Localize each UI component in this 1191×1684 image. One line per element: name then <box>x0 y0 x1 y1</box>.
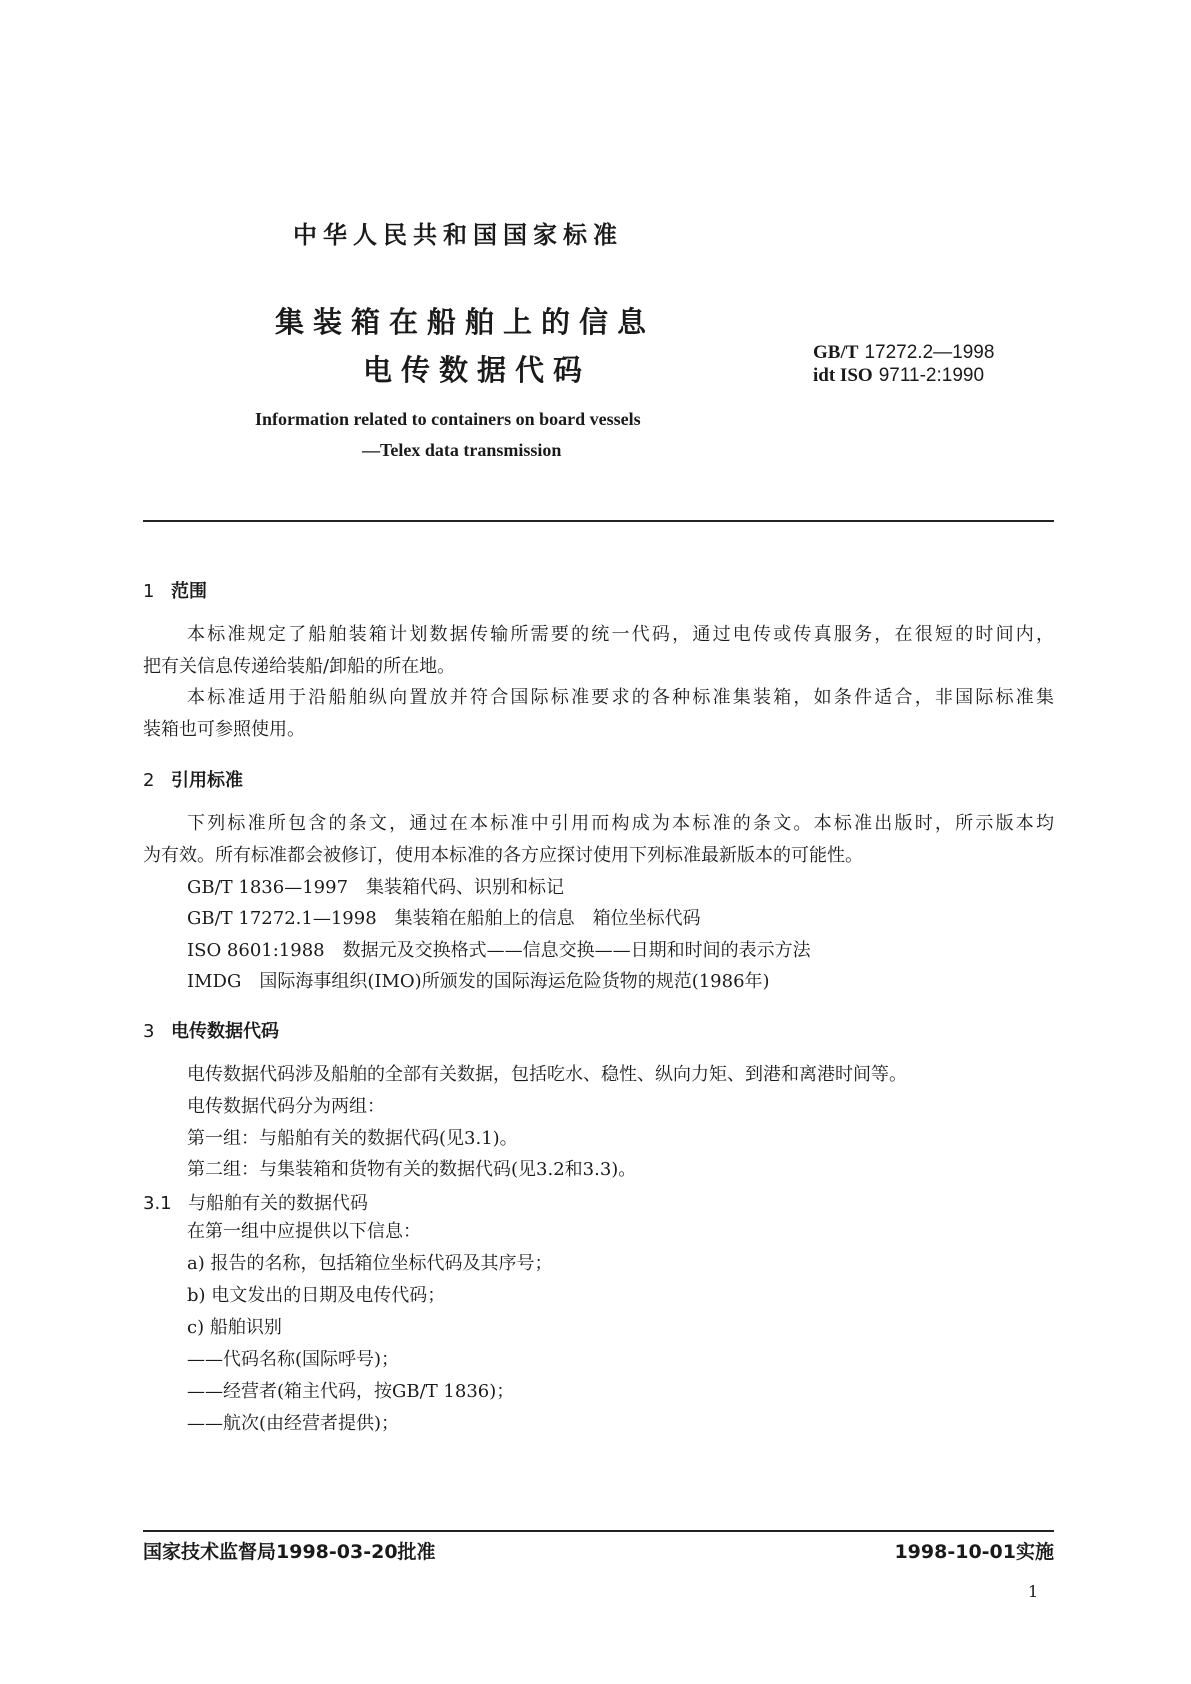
english-title-line1: Information related to containers on board vessels <box>255 409 641 429</box>
section-2-heading <box>143 766 243 792</box>
standard-number-iso: 9711-2:1990 <box>878 365 985 386</box>
page-number: 1 <box>1028 1582 1039 1601</box>
subsection-3-1-line: a) 报告的名称，包括箱位坐标代码及其序号； <box>187 1253 553 1274</box>
section-3-heading <box>143 1017 279 1043</box>
subsection-3-1-title: 与船舶有关的数据代码 <box>188 1193 368 1214</box>
reference-title: 国际海事组织(IMO)所颁发的国际海运危险货物的规范(1986年) <box>259 971 770 992</box>
english-title-line2: —Telex data transmission <box>362 440 562 460</box>
standard-number-block <box>813 341 994 387</box>
section-3-number: 3 <box>143 1021 155 1042</box>
reference-code: IMDG <box>187 971 242 992</box>
section-2-title: 引用标准 <box>171 770 243 791</box>
title-chinese-line1: 集装箱在船舶上的信息 <box>275 305 656 339</box>
header-divider <box>143 520 1054 522</box>
section-1-p2-line1: 本标准适用于沿船舶纵向置放并符合国际标准要求的各种标准集装箱，如条件适合，非国际标准集 <box>187 687 1054 708</box>
section-1-heading <box>143 577 207 603</box>
reference-item <box>187 940 811 962</box>
section-2-p1-line2: 为有效。所有标准都会被修订，使用本标准的各方应探讨使用下列标准最新版本的可能性。 <box>143 845 863 866</box>
section-3-line: 电传数据代码涉及船舶的全部有关数据，包括吃水、稳性、纵向力矩、到港和离港时间等。 <box>187 1064 907 1085</box>
section-1-number: 1 <box>143 581 155 602</box>
title-chinese-line2: 电传数据代码 <box>363 353 592 387</box>
section-3-line: 电传数据代码分为两组： <box>187 1096 385 1117</box>
standard-prefix-iso: idt ISO <box>813 365 873 386</box>
section-3-title: 电传数据代码 <box>171 1021 279 1042</box>
reference-title: 数据元及交换格式——信息交换——日期和时间的表示方法 <box>342 940 811 961</box>
section-3-line: 第一组：与船舶有关的数据代码(见3.1)。 <box>187 1128 518 1149</box>
section-1-title: 范围 <box>171 581 207 602</box>
national-standard-heading: 中华人民共和国国家标准 <box>293 221 623 249</box>
subsection-3-1-line: ——代码名称(国际呼号)； <box>187 1349 400 1370</box>
reference-code: GB/T 17272.1—1998 <box>187 908 377 929</box>
effective-date: 1998-10-01实施 <box>894 1541 1054 1563</box>
reference-item <box>187 971 770 993</box>
subsection-3-1-number: 3.1 <box>143 1193 172 1214</box>
subsection-3-1-line: ——航次(由经营者提供)； <box>187 1413 400 1434</box>
reference-item <box>187 908 701 930</box>
standard-prefix-gb: GB/T <box>813 342 859 363</box>
reference-code: ISO 8601:1988 <box>187 940 325 961</box>
reference-item <box>187 877 564 899</box>
section-2-number: 2 <box>143 770 155 791</box>
section-3-line: 第二组：与集装箱和货物有关的数据代码(见3.2和3.3)。 <box>187 1159 637 1180</box>
subsection-3-1-line: c) 船舶识别 <box>187 1317 282 1338</box>
section-1-p1-line1: 本标准规定了船舶装箱计划数据传输所需要的统一代码，通过电传或传真服务，在很短的时间内， <box>187 624 1054 645</box>
section-2-p1-line1: 下列标准所包含的条文，通过在本标准中引用而构成为本标准的条文。本标准出版时，所示版本均 <box>187 813 1054 834</box>
subsection-3-1-line: b) 电文发出的日期及电传代码； <box>187 1285 446 1306</box>
reference-title: 集装箱在船舶上的信息 箱位坐标代码 <box>394 908 701 929</box>
reference-title: 集装箱代码、识别和标记 <box>366 877 565 898</box>
issue-date: 国家技术监督局1998-03-20批准 <box>143 1541 436 1563</box>
subsection-3-1-heading <box>143 1189 368 1215</box>
footer-divider <box>143 1530 1054 1532</box>
standard-number-gb: 17272.2—1998 <box>864 342 995 363</box>
subsection-3-1-line: ——经营者(箱主代码，按GB/T 1836)； <box>187 1381 515 1402</box>
section-1-p2-line2: 装箱也可参照使用。 <box>143 719 305 740</box>
subsection-3-1-line: 在第一组中应提供以下信息： <box>187 1221 421 1242</box>
reference-code: GB/T 1836—1997 <box>187 877 349 898</box>
section-1-p1-line2: 把有关信息传递给装船/卸船的所在地。 <box>143 656 456 677</box>
